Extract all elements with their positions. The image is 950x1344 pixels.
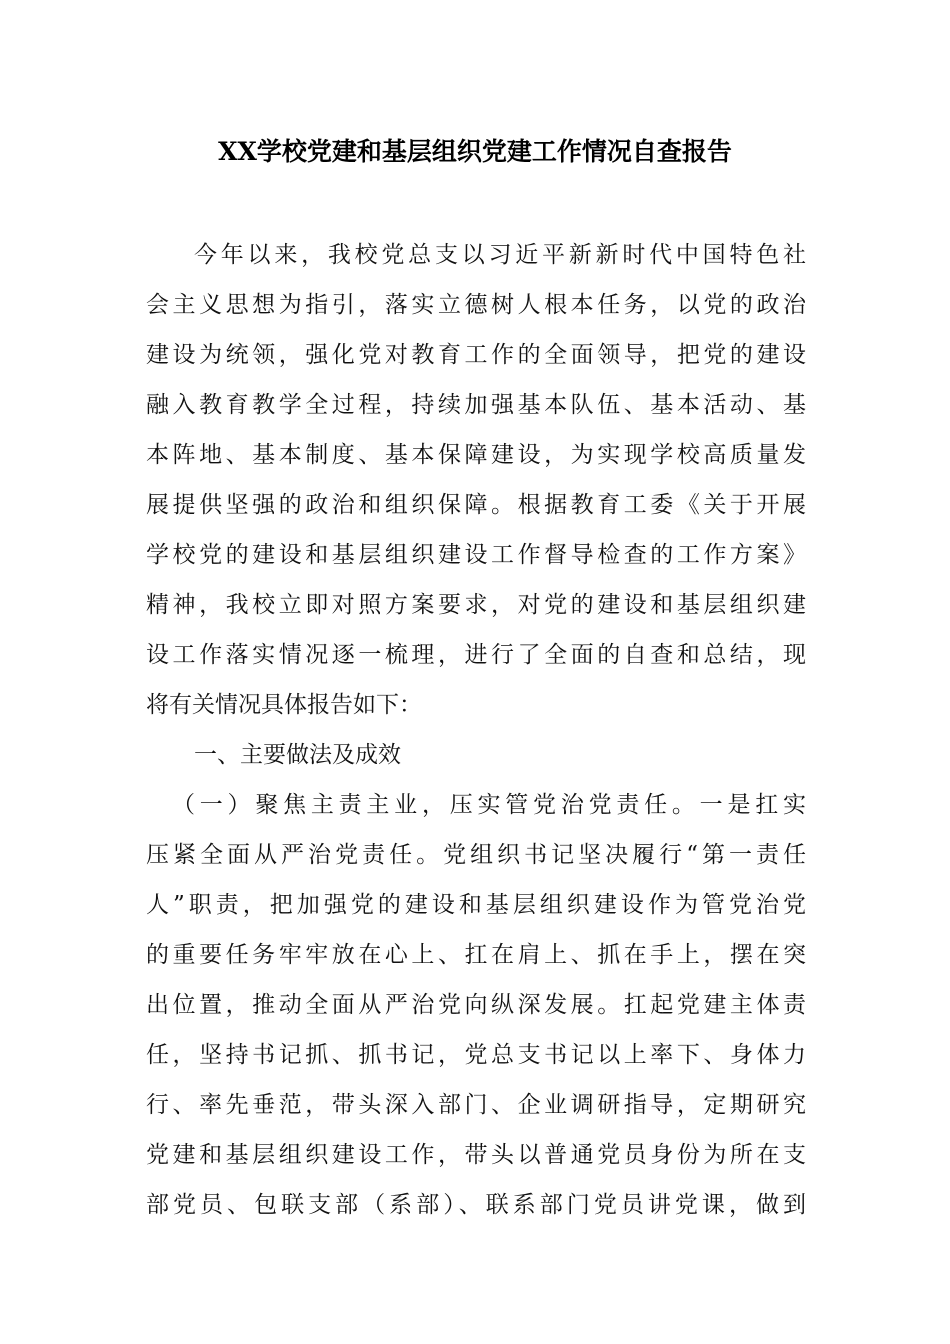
paragraph-line: 部党员、包联支部（系部）、联系部门党员讲党课，做到 bbox=[146, 1192, 806, 1218]
paragraph-line: 设工作落实情况逐一梳理，进行了全面的自查和总结，现 bbox=[146, 642, 806, 668]
paragraph-line: 任，坚持书记抓、抓书记，党总支书记以上率下、身体力 bbox=[146, 1042, 806, 1068]
section-heading: 一、主要做法及成效 bbox=[194, 742, 401, 768]
paragraph-line: 人”职责，把加强党的建设和基层组织建设作为管党治党 bbox=[146, 892, 806, 918]
paragraph-line: 融入教育教学全过程，持续加强基本队伍、基本活动、基 bbox=[146, 392, 806, 418]
paragraph-line: 今年以来，我校党总支以习近平新新时代中国特色社 bbox=[194, 242, 806, 268]
document-body bbox=[146, 230, 806, 1230]
paragraph-line: 的重要任务牢牢放在心上、扛在肩上、抓在手上，摆在突 bbox=[146, 942, 806, 968]
paragraph-line: 精神，我校立即对照方案要求，对党的建设和基层组织建 bbox=[146, 592, 806, 618]
paragraph-line: 会主义思想为指引，落实立德树人根本任务，以党的政治 bbox=[146, 292, 806, 318]
paragraph-line: 展提供坚强的政治和组织保障。根据教育工委《关于开展 bbox=[146, 492, 806, 518]
paragraph-line: 学校党的建设和基层组织建设工作督导检查的工作方案》 bbox=[146, 542, 806, 568]
paragraph-line: 行、率先垂范，带头深入部门、企业调研指导，定期研究 bbox=[146, 1092, 806, 1118]
paragraph-line: 本阵地、基本制度、基本保障建设，为实现学校高质量发 bbox=[146, 442, 806, 468]
paragraph-line: 将有关情况具体报告如下： bbox=[146, 692, 422, 718]
document-title: XX学校党建和基层组织党建工作情况自查报告 bbox=[218, 137, 732, 166]
paragraph-line: （一）聚焦主责主业，压实管党治党责任。一是扛实 bbox=[172, 792, 806, 818]
paragraph-line: 出位置，推动全面从严治党向纵深发展。扛起党建主体责 bbox=[146, 992, 806, 1018]
paragraph-line: 党建和基层组织建设工作，带头以普通党员身份为所在支 bbox=[146, 1142, 806, 1168]
paragraph-line: 压紧全面从严治党责任。党组织书记坚决履行“第一责任 bbox=[146, 842, 806, 868]
paragraph-line: 建设为统领，强化党对教育工作的全面领导，把党的建设 bbox=[146, 342, 806, 368]
